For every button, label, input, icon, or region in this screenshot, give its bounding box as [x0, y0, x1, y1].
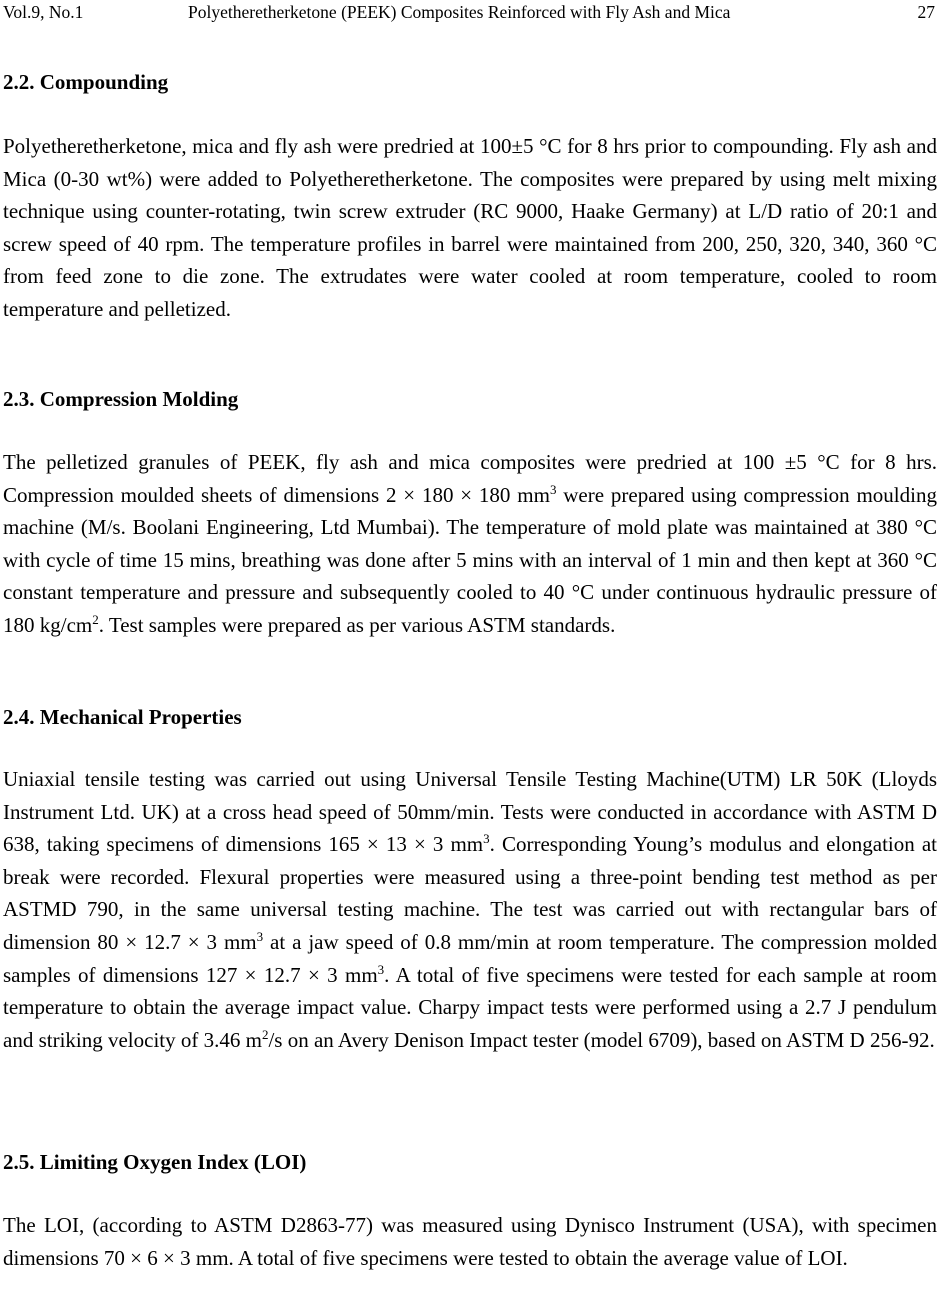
volume-issue: Vol.9, No.1 — [3, 2, 84, 22]
section-heading-compression-molding: 2.3. Compression Molding — [3, 387, 239, 411]
section-heading-compounding: 2.2. Compounding — [3, 70, 169, 94]
page-number: 27 — [917, 2, 935, 22]
running-header — [3, 0, 937, 24]
section-paragraph-compression-molding: The pelletized granules of PEEK, fly ash and mica composites were predried at 100 ±5 °C for 8 hrs. Compression moulded sheets of dimensions 2 × 180 × 180 $mm^3$ were prepared using compression moulding machine (M/s. Boolani Engineering, Ltd Mumbai). The temperature of mold plate was maintained at 380 °C with cycle of time 15 mins, breathing was done after 5 mins with an interval of 1 min and then kept at 360 °C constant temperature and pressure and subsequently cooled to 40 °C under continuous hydraulic pressure of 180 $kg/cm^2$. Test samples were prepared as per various ASTM standards. — [3, 450, 937, 637]
section-paragraph-mechanical-properties: Uniaxial tensile testing was carried out using Universal Tensile Testing Machine(UTM) LR 50K (Lloyds Instrument Ltd. UK) at a cross head speed of 50mm/min. Tests were conducted in accordance with ASTM D 638, taking specimens of dimensions 165 × 13 × 3 $mm^3$. Corresponding Young’s modulus and elongation at break were recorded. Flexural properties were measured using a three-point bending test method as per ASTMD 790, in the same universal testing machine. The test was carried out with rectangular bars of dimension 80 × 12.7 × 3 $mm^3$ at a jaw speed of 0.8 mm/min at room temperature. The compression molded samples of dimensions 127 × 12.7 × 3 $mm^3$. A total of five specimens were tested for each sample at room temperature to obtain the average impact value. Charpy impact tests were performed using a 2.7 J pendulum and striking velocity of 3.46 $m^2/s$ on an Avery Denison Impact tester (model 6709), based on ASTM D 256-92. — [3, 767, 938, 1052]
section-paragraph-compounding: Polyetheretherketone, mica and fly ash were predried at 100±5 °C for 8 hrs prior to compounding. Fly ash and Mica (0-30 wt%) were added to Polyetheretherketone. The composites were prepared by using melt mixing technique using counter-rotating, twin screw extruder (RC 9000, Haake Germany) at L/D ratio of 20:1 and screw speed of 40 rpm. The temperature profiles in barrel were maintained from 200, 250, 320, 340, 360 °C from feed zone to die zone. The extrudates were water cooled at room temperature, cooled to room temperature and pelletized. — [3, 134, 937, 321]
section-heading-loi: 2.5. Limiting Oxygen Index (LOI) — [3, 1150, 307, 1174]
section-heading-mechanical-properties: 2.4. Mechanical Properties — [3, 705, 242, 729]
section-paragraph-loi: The LOI, (according to ASTM D2863-77) was measured using Dynisco Instrument (USA), with specimen dimensions 70 × 6 × 3 mm. A total of five specimens were tested to obtain the average value of LOI. — [3, 1213, 937, 1270]
running-title: Polyetheretherketone (PEEK) Composites Reinforced with Fly Ash and Mica — [188, 2, 731, 22]
